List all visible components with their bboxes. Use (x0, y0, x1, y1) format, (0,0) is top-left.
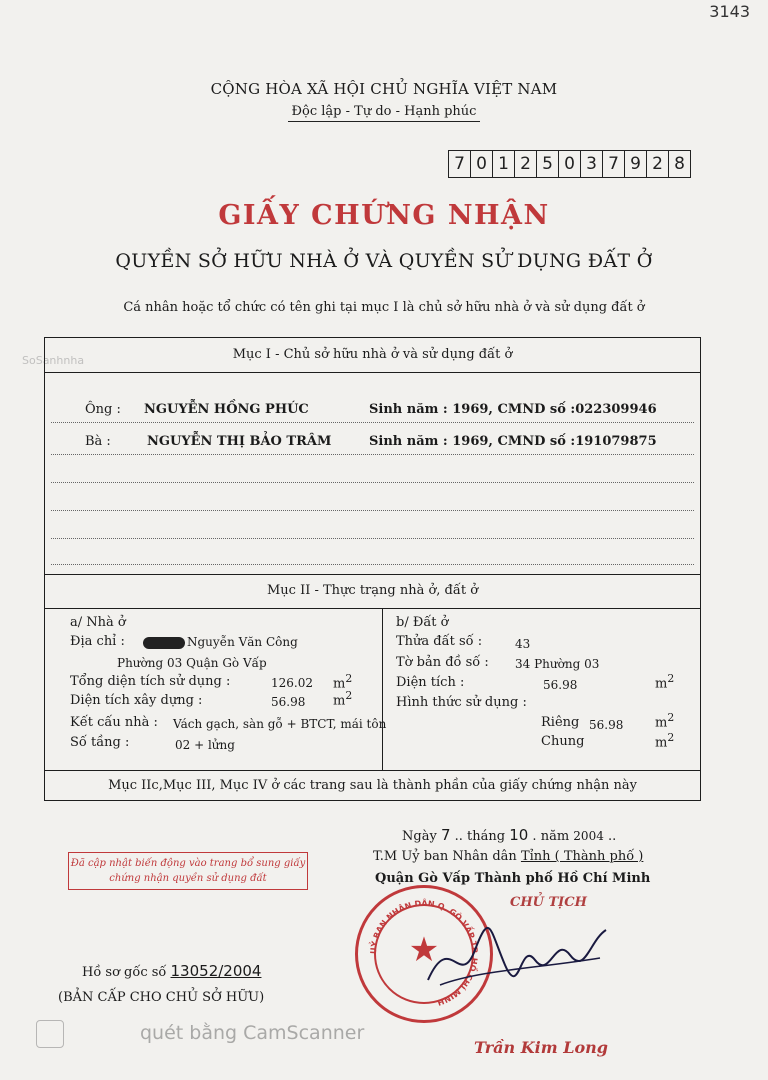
serial-number-boxes (448, 150, 691, 178)
unit-sup: 2 (345, 689, 353, 702)
land-heading: b/ Đất ở (396, 615, 449, 630)
motto-text: Độc lập - Tự do - Hạnh phúc (288, 104, 481, 122)
scanner-watermark: quét bằng CamScanner (140, 1022, 365, 1044)
map-value: 34 Phường 03 (515, 657, 600, 671)
address-ward: Phường 03 Quận Gò Vấp (117, 656, 267, 670)
map-label: Tờ bản đồ số : (396, 655, 489, 670)
date-month-label: tháng (467, 829, 506, 844)
private-value: 56.98 (589, 718, 624, 732)
corner-handwritten-note: 3143 (709, 2, 750, 21)
address-street-text: Nguyễn Văn Công (187, 635, 298, 649)
site-watermark: SoSanhnha (22, 354, 85, 367)
usage-label: Hình thức sử dụng : (396, 695, 527, 710)
divider (45, 574, 700, 575)
total-area-value: 126.02 (271, 676, 313, 690)
dotted-line (51, 510, 694, 511)
nation-header: CỘNG HÒA XÃ HỘI CHỦ NGHĨA VIỆT NAM (210, 80, 558, 98)
seal-text: UỶ BAN NHÂN DÂN Q. GÒ VẤP TP. HỒ CHÍ MINH (368, 898, 480, 1008)
camscanner-logo-icon (36, 1020, 64, 1048)
star-icon: ★ (408, 930, 440, 970)
authority-line2: Quận Gò Vấp Thành phố Hồ Chí Minh (375, 871, 651, 886)
issued-to: (BẢN CẤP CHO CHỦ SỞ HỮU) (58, 990, 265, 1005)
serial-digit: 5 (537, 151, 559, 177)
owner2-name: NGUYỄN THỊ BẢO TRÂM (147, 434, 332, 449)
land-area-value: 56.98 (543, 678, 578, 692)
serial-digit: 1 (493, 151, 515, 177)
record-label: Hồ sơ gốc số (82, 965, 167, 980)
authority-line1-prefix: T.M Uỷ ban Nhân dân (373, 849, 517, 864)
date-prefix: Ngày (402, 829, 437, 844)
unit: m (333, 693, 346, 709)
date-year-label: năm (540, 829, 570, 844)
parcel-value: 43 (515, 637, 531, 651)
intro-text: Cá nhân hoặc tổ chức có tên ghi tại mục I là chủ sở hữu nhà ở và sử dụng đất ở (123, 300, 645, 315)
unit: m (655, 735, 668, 751)
land-area-unit (655, 672, 674, 691)
built-area-value: 56.98 (271, 695, 306, 709)
update-stamp: Đã cập nhật biến động vào trang bổ sung giấy chứng nhận quyền sử dụng đất (68, 852, 308, 890)
dotted-line (51, 482, 694, 483)
dotted-line (51, 422, 694, 423)
national-motto (0, 104, 768, 119)
structure-value: Vách gạch, sàn gỗ + BTCT, mái tôn (173, 717, 387, 731)
land-area-label: Diện tích : (396, 675, 465, 690)
column-divider (382, 609, 383, 770)
divider (45, 372, 700, 373)
serial-digit: 2 (647, 151, 669, 177)
date-day: 7 (440, 826, 451, 844)
certificate-title: GIẤY CHỨNG NHẬN (218, 200, 550, 231)
serial-digit: 9 (625, 151, 647, 177)
dotted-line (51, 564, 694, 565)
chairman-title: CHỦ TỊCH (510, 895, 587, 910)
authority-line1-suffix: Tỉnh ( Thành phố ) (520, 849, 644, 864)
record-number (82, 962, 261, 980)
signer-name: Trần Kim Long (474, 1038, 608, 1057)
floors-value: 02 + lửng (175, 738, 235, 752)
owner1-prefix: Ông : (85, 402, 121, 417)
serial-digit: 0 (559, 151, 581, 177)
record-value: 13052/2004 (170, 962, 262, 980)
serial-digit: 2 (515, 151, 537, 177)
serial-digit: 0 (471, 151, 493, 177)
serial-digit: 8 (674, 154, 685, 174)
parcel-label: Thửa đất số : (396, 634, 483, 649)
divider (45, 608, 700, 609)
unit-sup: 2 (345, 672, 353, 685)
date-year: 2004 (573, 829, 604, 843)
address-street (143, 635, 298, 649)
issue-date: Ngày 7 .. tháng 10 . năm 2004 .. (402, 826, 617, 844)
floors-label: Số tầng : (70, 735, 130, 750)
dotted-line (51, 538, 694, 539)
owner1-info: Sinh năm : 1969, CMND số :022309946 (369, 402, 657, 417)
redaction-blot (143, 637, 185, 649)
shared-label: Chung (541, 734, 585, 749)
section2-title: Mục II - Thực trạng nhà ở, đất ở (266, 583, 479, 598)
authority-line1 (373, 849, 643, 864)
owner1-name: NGUYỄN HỒNG PHÚC (144, 402, 309, 417)
unit: m (655, 715, 668, 731)
content-table (44, 337, 701, 801)
unit: m (333, 676, 346, 692)
private-unit (655, 711, 674, 730)
dotted-line (51, 454, 694, 455)
unit-sup: 2 (667, 711, 675, 724)
section1-title: Mục I - Chủ sở hữu nhà ở và sử dụng đất ở (232, 347, 513, 362)
owner2-info: Sinh năm : 1969, CMND số :191079875 (369, 434, 657, 449)
structure-label: Kết cấu nhà : (70, 715, 158, 730)
unit-sup: 2 (667, 731, 675, 744)
serial-digit: 7 (603, 151, 625, 177)
serial-digit: 7 (449, 151, 471, 177)
serial-digit: 3 (581, 151, 603, 177)
signature (420, 920, 610, 1000)
built-area-unit (333, 689, 352, 708)
unit-sup: 2 (667, 672, 675, 685)
address-label: Địa chỉ : (70, 634, 125, 649)
date-month: 10 (509, 826, 529, 844)
certificate-subtitle: QUYỀN SỞ HỮU NHÀ Ở VÀ QUYỀN SỬ DỤNG ĐẤT Ở (115, 250, 653, 272)
divider (45, 770, 700, 771)
built-area-label: Diện tích xây dựng : (70, 693, 203, 708)
shared-unit (655, 731, 674, 750)
total-area-label: Tổng diện tích sử dụng : (70, 674, 231, 689)
footer-line: Mục IIc,Mục III, Mục IV ở các trang sau là thành phần của giấy chứng nhận này (108, 778, 637, 793)
owner2-prefix: Bà : (85, 434, 111, 449)
unit: m (655, 676, 668, 692)
house-heading: a/ Nhà ở (70, 615, 126, 630)
private-label: Riêng (541, 715, 580, 730)
